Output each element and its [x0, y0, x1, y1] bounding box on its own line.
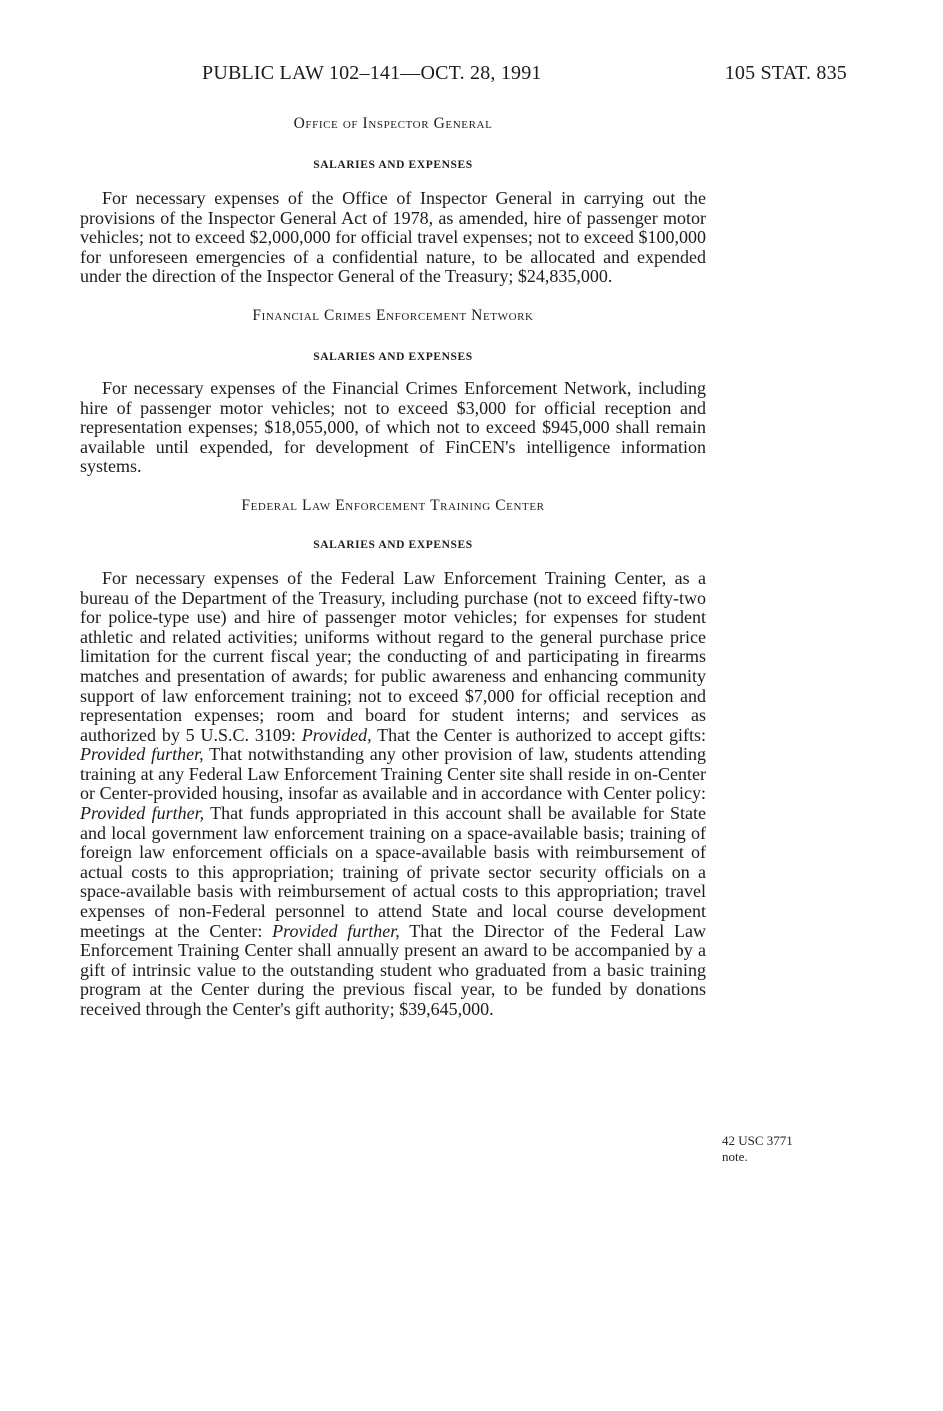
paragraph-fincen: For necessary expenses of the Financial Crimes Enforcement Network, including hire of passenger motor vehicles; not to exceed $3,000 for official reception and representation expenses; $18,055,000, of which not to exceed $945,000 shall remain available until expended, for development of FinCEN's intelligence information systems. [80, 377, 706, 477]
section-heading-fincen: Financial Crimes Enforcement Network [252, 306, 534, 324]
subheading-salaries-and-expenses: SALARIES AND EXPENSES [313, 159, 473, 171]
section-heading-fletc: Federal Law Enforcement Training Center [241, 496, 545, 514]
provided-further-clause: Provided further, [272, 920, 400, 941]
paragraph-fletc [80, 569, 706, 1020]
body-column [80, 113, 706, 1020]
provided-further-clause: Provided further, [80, 744, 204, 765]
subheading-salaries-and-expenses: SALARIES AND EXPENSES [313, 538, 473, 551]
provided-clause: Provided, [301, 724, 372, 745]
paragraph-inspector-general: For necessary expenses of the Office of Inspector General in carrying out the provisions of the Inspector General Act of 1978, as amended, hire of passenger motor vehicles; not to exceed $2,000,000 for official travel expenses; not to exceed $100,000 for unforeseen emergencies of a confidential nature, to be allocated and expended under the direction of the Inspector General of the Treasury; $24,835,000. [80, 188, 706, 287]
public-law-citation: PUBLIC LAW 102–141—OCT. 28, 1991 [202, 62, 542, 84]
section-heading-inspector-general: Office of Inspector General [293, 115, 493, 132]
text-run: That the Center is authorized to accept gifts: [371, 724, 706, 745]
subheading-salaries-and-expenses: SALARIES AND EXPENSES [313, 350, 473, 363]
text-run: That funds appropriated in this account shall be available for State and local government law enforcement training on a space-available basis; training of foreign law enforcement officials on a space-available basis with reimbursement of actual costs to this appropriation; training of private sector security officials on a space-available basis with reimbursement of actual costs to this appropriation; travel expenses of non-Federal personnel to attend State and local course development meetings at the Center: [80, 803, 706, 941]
margin-note [722, 1133, 832, 1165]
statute-page-number: 105 STAT. 835 [724, 62, 847, 84]
text-run: For necessary expenses of the Federal Law Enforcement Training Center, as a bureau of the Department of the Treasury, including purchase (not to exceed fifty-two for police-type use) and hire of passenger motor vehicles; for expenses for student athletic and related activities; uniforms without regard to the general purchase price limitation for the current fiscal year; the conducting of and participating in firearms matches and presentation of awards; for public awareness and enhancing community support of law enforcement training; not to exceed $7,000 for official reception and representation expenses; room and board for student interns; and services as authorized by 5 U.S.C. 3109: [80, 567, 706, 745]
running-head [0, 62, 943, 92]
text-run: That the Director of the Federal Law Enforcement Training Center shall annually present an award to be accompanied by a gift of intrinsic value to the outstanding student who graduated from a basic training program at the Center during the previous fiscal year, to be funded by donations received through the Center's gift authority; $39,645,000. [80, 920, 706, 1019]
margin-note-label: note. [722, 1149, 748, 1164]
provided-further-clause: Provided further, [80, 803, 205, 824]
text-run: That notwithstanding any other provision of law, students attending training at any Federal Law Enforcement Training Center site shall reside in on-Center or Center-provided housing, insofar as available and in accordance with Center policy: [80, 744, 706, 804]
margin-note-citation: 42 USC 3771 [722, 1133, 793, 1148]
